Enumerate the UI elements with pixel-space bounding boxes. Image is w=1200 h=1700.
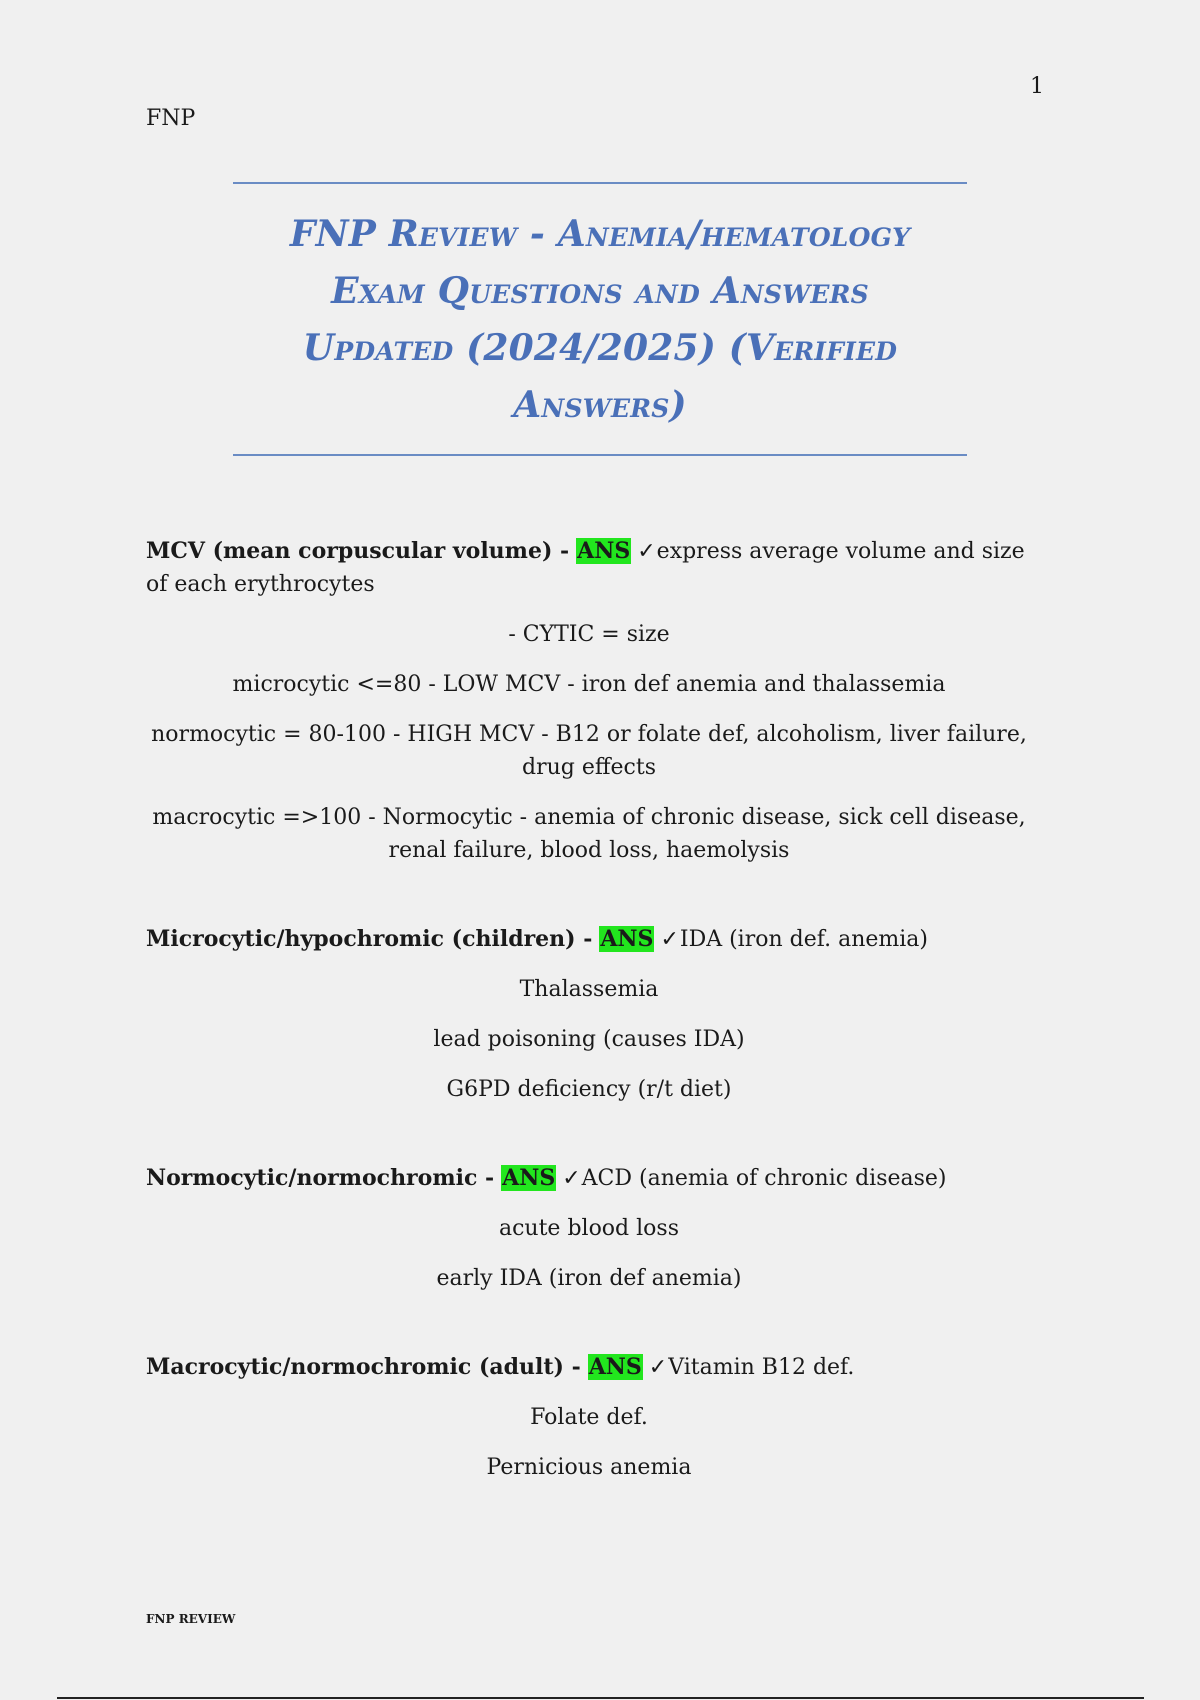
detail-line: acute blood loss <box>498 1216 679 1241</box>
answer-text: ACD (anemia of chronic disease) <box>581 1166 947 1191</box>
detail-line: early IDA (iron def anemia) <box>436 1266 742 1291</box>
title-line: Exam Questions and Answers <box>331 270 869 312</box>
answer-text: express average volume and size of each erythrocytes <box>146 539 1025 597</box>
document-title <box>233 206 967 434</box>
footer-label: FNP REVIEW <box>146 1612 236 1626</box>
question-line <box>146 535 1032 601</box>
answer-text: Vitamin B12 def. <box>668 1355 855 1380</box>
ans-badge: ANS <box>600 926 654 952</box>
question-line <box>146 1351 1032 1384</box>
answer-text: IDA (iron def. anemia) <box>679 927 928 952</box>
detail-line: Pernicious anemia <box>486 1455 692 1480</box>
ans-badge: ANS <box>502 1165 556 1191</box>
detail-line: microcytic <=80 - LOW MCV - iron def anemia and thalassemia <box>232 672 946 697</box>
detail-line: - CYTIC = size <box>508 622 670 647</box>
detail-line: normocytic = 80-100 - HIGH MCV - B12 or folate def, alcoholism, liver failure, drug effects <box>151 722 1027 780</box>
page-number: 1 <box>1030 74 1044 99</box>
question-text: Normocytic/normochromic - <box>146 1165 495 1191</box>
question-text: Macrocytic/normochromic (adult) - <box>146 1354 581 1380</box>
question-text: Microcytic/hypochromic (children) - <box>146 926 593 952</box>
qa-entry-macrocytic <box>146 1351 1032 1484</box>
detail-line: lead poisoning (causes IDA) <box>433 1027 745 1052</box>
title-line: Updated (2024/2025) (Verified <box>302 327 898 369</box>
ans-badge: ANS <box>577 538 631 564</box>
check-icon: ✓ <box>637 539 656 564</box>
question-line <box>146 1162 1032 1195</box>
detail-line: Thalassemia <box>519 977 659 1002</box>
check-icon: ✓ <box>660 927 679 952</box>
detail-line: macrocytic =>100 - Normocytic - anemia of chronic disease, sick cell disease, renal failure, blood loss, haemolysis <box>152 805 1026 863</box>
ans-badge: ANS <box>588 1354 642 1380</box>
detail-line: Folate def. <box>530 1405 648 1430</box>
qa-entry-mcv <box>146 535 1032 867</box>
detail-line: G6PD deficiency (r/t diet) <box>446 1077 732 1102</box>
check-icon: ✓ <box>562 1166 581 1191</box>
title-block <box>233 182 967 456</box>
title-line: FNP Review - Anemia/hematology <box>289 213 911 255</box>
check-icon: ✓ <box>648 1355 668 1380</box>
bottom-rule <box>57 1697 1144 1699</box>
question-text: MCV (mean corpuscular volume) - <box>146 538 570 564</box>
running-head: FNP <box>146 106 196 131</box>
question-line <box>146 923 1032 956</box>
qa-entry-normocytic <box>146 1162 1032 1295</box>
qa-content <box>146 535 1032 1540</box>
title-line: Answers) <box>513 384 687 426</box>
qa-entry-microcytic <box>146 923 1032 1106</box>
